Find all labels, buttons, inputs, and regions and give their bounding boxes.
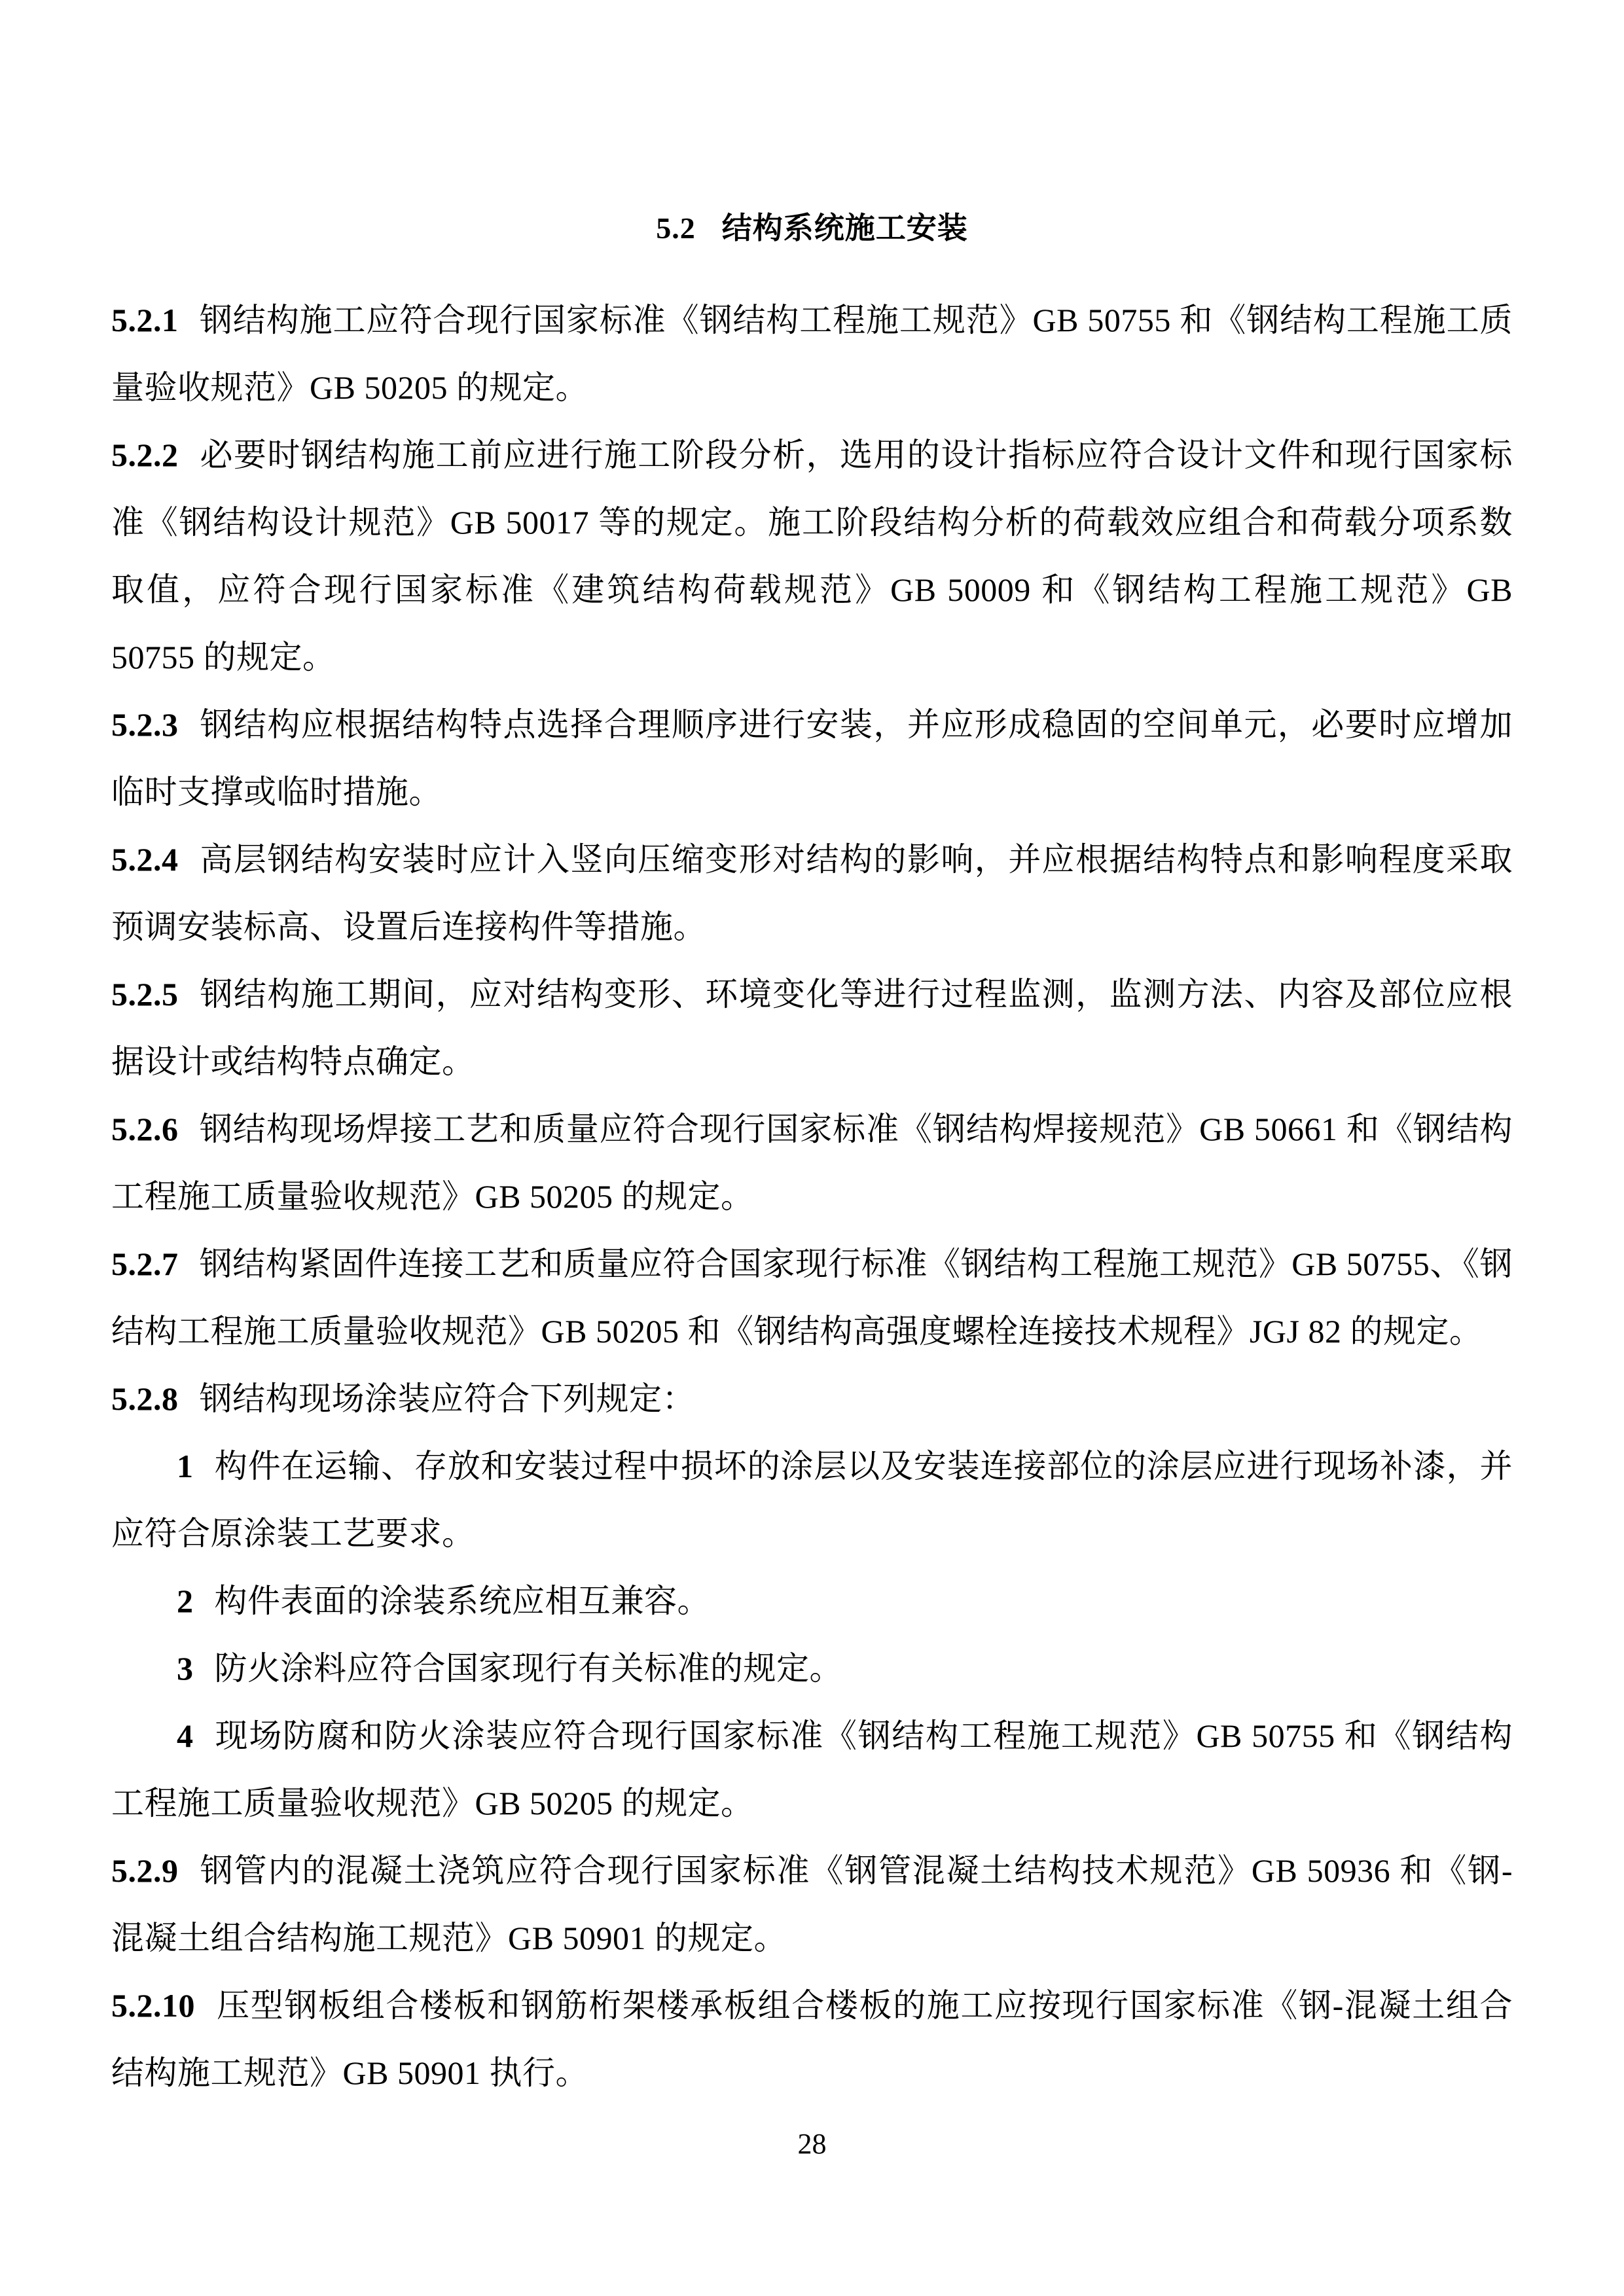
clause-5.2.1: [111, 287, 1513, 422]
clause-number: 5.2.2: [111, 437, 179, 473]
clause-number: 5.2.5: [111, 976, 179, 1013]
clause-5.2.10: [111, 1972, 1513, 2107]
clause-number: 5.2.3: [111, 706, 179, 743]
item-number: 2: [177, 1583, 194, 1619]
clause-5.2.8: [111, 1365, 1513, 1433]
clause-5.2.4: [111, 826, 1513, 961]
clause-text: 钢结构施工期间，应对结构变形、环境变化等进行过程监测，监测方法、内容及部位应根据设计或结构特点确定。: [111, 976, 1513, 1080]
clause-number: 5.2.8: [111, 1380, 179, 1417]
clause-5.2.8-item-1: [111, 1433, 1513, 1568]
clause-5.2.2: [111, 422, 1513, 691]
item-text: 现场防腐和防火涂装应符合现行国家标准《钢结构工程施工规范》GB 50755 和《钢结构工程施工质量验收规范》GB 50205 的规定。: [111, 1717, 1513, 1821]
item-number: 3: [177, 1650, 194, 1687]
clause-text: 钢结构施工应符合现行国家标准《钢结构工程施工规范》GB 50755 和《钢结构工程施工质量验收规范》GB 50205 的规定。: [111, 302, 1513, 406]
clause-text: 高层钢结构安装时应计入竖向压缩变形对结构的影响，并应根据结构特点和影响程度采取预调安装标高、设置后连接构件等措施。: [111, 841, 1513, 945]
item-text: 防火涂料应符合国家现行有关标准的规定。: [214, 1650, 842, 1687]
clause-number: 5.2.1: [111, 302, 179, 338]
clause-5.2.5: [111, 961, 1513, 1096]
clause-text: 钢结构应根据结构特点选择合理顺序进行安装，并应形成稳固的空间单元，必要时应增加临时支撑或临时措施。: [111, 706, 1513, 810]
clauses-container: [111, 287, 1513, 2107]
clause-text: 钢结构现场涂装应符合下列规定：: [199, 1380, 695, 1417]
clause-text: 钢结构紧固件连接工艺和质量应符合国家现行标准《钢结构工程施工规范》GB 50755、《钢结构工程施工质量验收规范》GB 50205 和《钢结构高强度螺栓连接技术规程》JGJ 82 的规定。: [111, 1246, 1513, 1350]
page-content: [111, 208, 1513, 2107]
clause-5.2.9: [111, 1837, 1513, 1972]
clause-5.2.8-item-4: [111, 1702, 1513, 1837]
clause-5.2.7: [111, 1230, 1513, 1365]
clause-number: 5.2.7: [111, 1246, 179, 1282]
clause-number: 5.2.6: [111, 1111, 179, 1147]
clause-number: 5.2.9: [111, 1852, 179, 1889]
item-number: 1: [177, 1448, 194, 1484]
section-title-text: 结构系统施工安装: [721, 211, 968, 245]
section-number: 5.2: [656, 211, 696, 245]
clause-text: 必要时钢结构施工前应进行施工阶段分析，选用的设计指标应符合设计文件和现行国家标准《钢结构设计规范》GB 50017 等的规定。施工阶段结构分析的荷载效应组合和荷载分项系数取值，应符合现行国家标准《建筑结构荷载规范》GB 50009 和《钢结构工程施工规范》GB 50755 的规定。: [111, 437, 1513, 675]
item-number: 4: [177, 1717, 194, 1754]
clause-number: 5.2.4: [111, 841, 179, 878]
clause-text: 压型钢板组合楼板和钢筋桁架楼承板组合楼板的施工应按现行国家标准《钢-混凝土组合结构施工规范》GB 50901 执行。: [111, 1987, 1513, 2091]
clause-text: 钢结构现场焊接工艺和质量应符合现行国家标准《钢结构焊接规范》GB 50661 和《钢结构工程施工质量验收规范》GB 50205 的规定。: [111, 1111, 1513, 1215]
page-number: 28: [797, 2128, 827, 2160]
clause-5.2.8-item-3: [111, 1635, 1513, 1702]
section-title: [111, 208, 1513, 249]
clause-5.2.6: [111, 1096, 1513, 1230]
item-text: 构件表面的涂装系统应相互兼容。: [214, 1583, 710, 1619]
clause-5.2.3: [111, 691, 1513, 826]
clause-5.2.8-item-2: [111, 1568, 1513, 1635]
item-text: 构件在运输、存放和安装过程中损坏的涂层以及安装连接部位的涂层应进行现场补漆，并应符合原涂装工艺要求。: [111, 1448, 1513, 1552]
clause-number: 5.2.10: [111, 1987, 195, 2024]
clause-text: 钢管内的混凝土浇筑应符合现行国家标准《钢管混凝土结构技术规范》GB 50936 和《钢-混凝土组合结构施工规范》GB 50901 的规定。: [111, 1852, 1513, 1956]
